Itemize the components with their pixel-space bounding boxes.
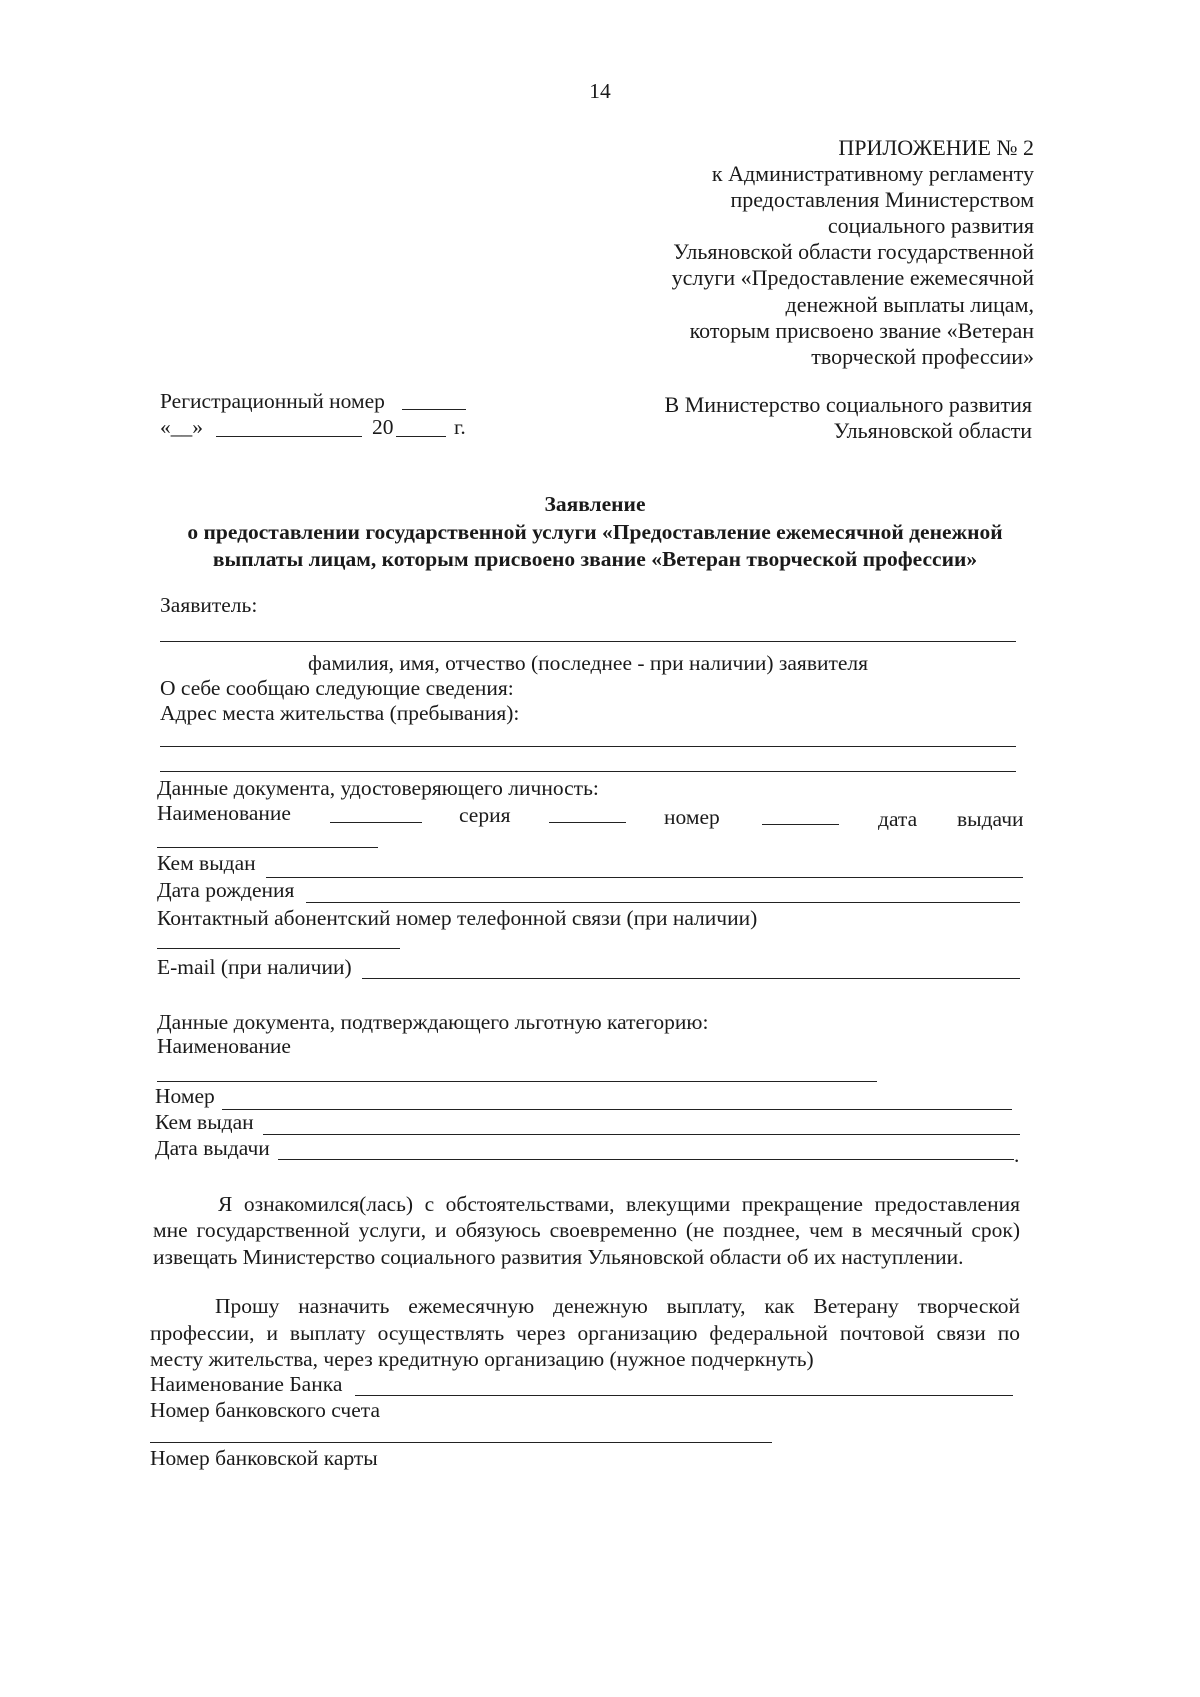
bank-name-label: Наименование Банка	[150, 1372, 343, 1396]
page-number: 14	[589, 79, 611, 103]
identity-number-field[interactable]	[762, 824, 839, 825]
appendix-line: которым присвоено звание «Ветеран	[689, 318, 1034, 343]
identity-issued-by-label: Кем выдан	[157, 851, 256, 875]
birth-date-field[interactable]	[306, 902, 1020, 903]
phone-label: Контактный абонентский номер телефонной связи (при наличии)	[157, 906, 758, 930]
identity-issued-by-field[interactable]	[266, 877, 1023, 878]
addressee-line: В Министерство социального развития	[664, 392, 1032, 417]
appendix-line: к Административному регламенту	[711, 161, 1034, 186]
statement-line: мне государственной услуги, и обязуюсь своевременно (не позднее, чем в месячный срок)	[153, 1218, 1020, 1242]
appendix-line: услуги «Предоставление ежемесячной	[671, 265, 1034, 290]
email-label: E-mail (при наличии)	[157, 955, 352, 979]
identity-series-label: серия	[459, 803, 511, 827]
request-line: Прошу назначить ежемесячную денежную выплату, как Ветерану творческой	[215, 1294, 1020, 1318]
registration-year-prefix: 20	[372, 415, 394, 439]
request-line: месту жительства, через кредитную организацию (нужное подчеркнуть)	[150, 1347, 814, 1371]
identity-date-label: дата	[878, 807, 918, 831]
benefit-name-field[interactable]	[157, 1081, 877, 1082]
document-subtitle-line: выплаты лицам, которым присвоено звание «Ветеран творческой профессии»	[212, 547, 978, 571]
benefit-issue-date-label: Дата выдачи	[155, 1136, 270, 1160]
bank-account-label: Номер банковского счета	[150, 1398, 380, 1422]
identity-label: Данные документа, удостоверяющего личность:	[157, 776, 599, 800]
benefit-name-label: Наименование	[157, 1034, 291, 1058]
identity-name-label: Наименование	[157, 801, 291, 825]
registration-day: «__»	[160, 415, 203, 439]
bank-account-field[interactable]	[150, 1442, 772, 1443]
appendix-line: творческой профессии»	[811, 344, 1034, 369]
phone-field[interactable]	[157, 948, 400, 949]
birth-date-label: Дата рождения	[157, 878, 295, 902]
benefit-issued-by-label: Кем выдан	[155, 1110, 254, 1134]
address-label: Адрес места жительства (пребывания):	[160, 701, 520, 725]
statement-line: извещать Министерство социального развития Ульяновской области об их наступлении.	[153, 1245, 964, 1269]
address-field[interactable]	[160, 746, 1016, 747]
benefit-number-field[interactable]	[222, 1109, 1012, 1110]
appendix-line: денежной выплаты лицам,	[785, 292, 1034, 317]
bank-card-label: Номер банковской карты	[150, 1446, 378, 1470]
identity-name-field[interactable]	[330, 822, 422, 823]
benefit-issue-date-field[interactable]	[278, 1159, 1014, 1160]
identity-issue-date-field[interactable]	[157, 847, 378, 848]
email-field[interactable]	[362, 978, 1020, 979]
applicant-name-caption: фамилия, имя, отчество (последнее - при наличии) заявителя	[307, 651, 869, 675]
benefit-number-label: Номер	[155, 1084, 215, 1108]
benefit-label: Данные документа, подтверждающего льготную категорию:	[157, 1010, 709, 1034]
document-title: Заявление	[544, 492, 646, 516]
benefit-issued-by-field[interactable]	[263, 1134, 1020, 1135]
bank-name-field[interactable]	[355, 1395, 1013, 1396]
appendix-line: Ульяновской области государственной	[673, 239, 1034, 264]
benefit-end-dot: .	[1014, 1143, 1020, 1167]
applicant-info: О себе сообщаю следующие сведения:	[160, 676, 514, 700]
applicant-name-field[interactable]	[160, 641, 1016, 642]
registration-year-field[interactable]	[396, 436, 446, 437]
identity-issued-label: выдачи	[957, 807, 1024, 831]
request-line: профессии, и выплату осуществлять через организацию федеральной почтовой связи по	[150, 1321, 1020, 1345]
identity-number-label: номер	[664, 805, 720, 829]
applicant-label: Заявитель:	[160, 593, 258, 617]
addressee-line: Ульяновской области	[833, 418, 1032, 443]
document-subtitle-line: о предоставлении государственной услуги «Предоставление ежемесячной денежной	[187, 520, 1003, 544]
registration-number-label: Регистрационный номер	[160, 389, 385, 413]
identity-series-field[interactable]	[549, 822, 626, 823]
registration-month-field[interactable]	[216, 436, 362, 437]
appendix-line: предоставления Министерством	[730, 187, 1034, 212]
registration-number-field[interactable]	[402, 409, 466, 410]
registration-year-suffix: г.	[454, 415, 466, 439]
appendix-line: социального развития	[827, 213, 1034, 238]
appendix-title: ПРИЛОЖЕНИЕ № 2	[838, 135, 1034, 160]
statement-line: Я ознакомился(лась) с обстоятельствами, влекущими прекращение предоставления	[218, 1192, 1020, 1216]
address-field[interactable]	[160, 771, 1016, 772]
